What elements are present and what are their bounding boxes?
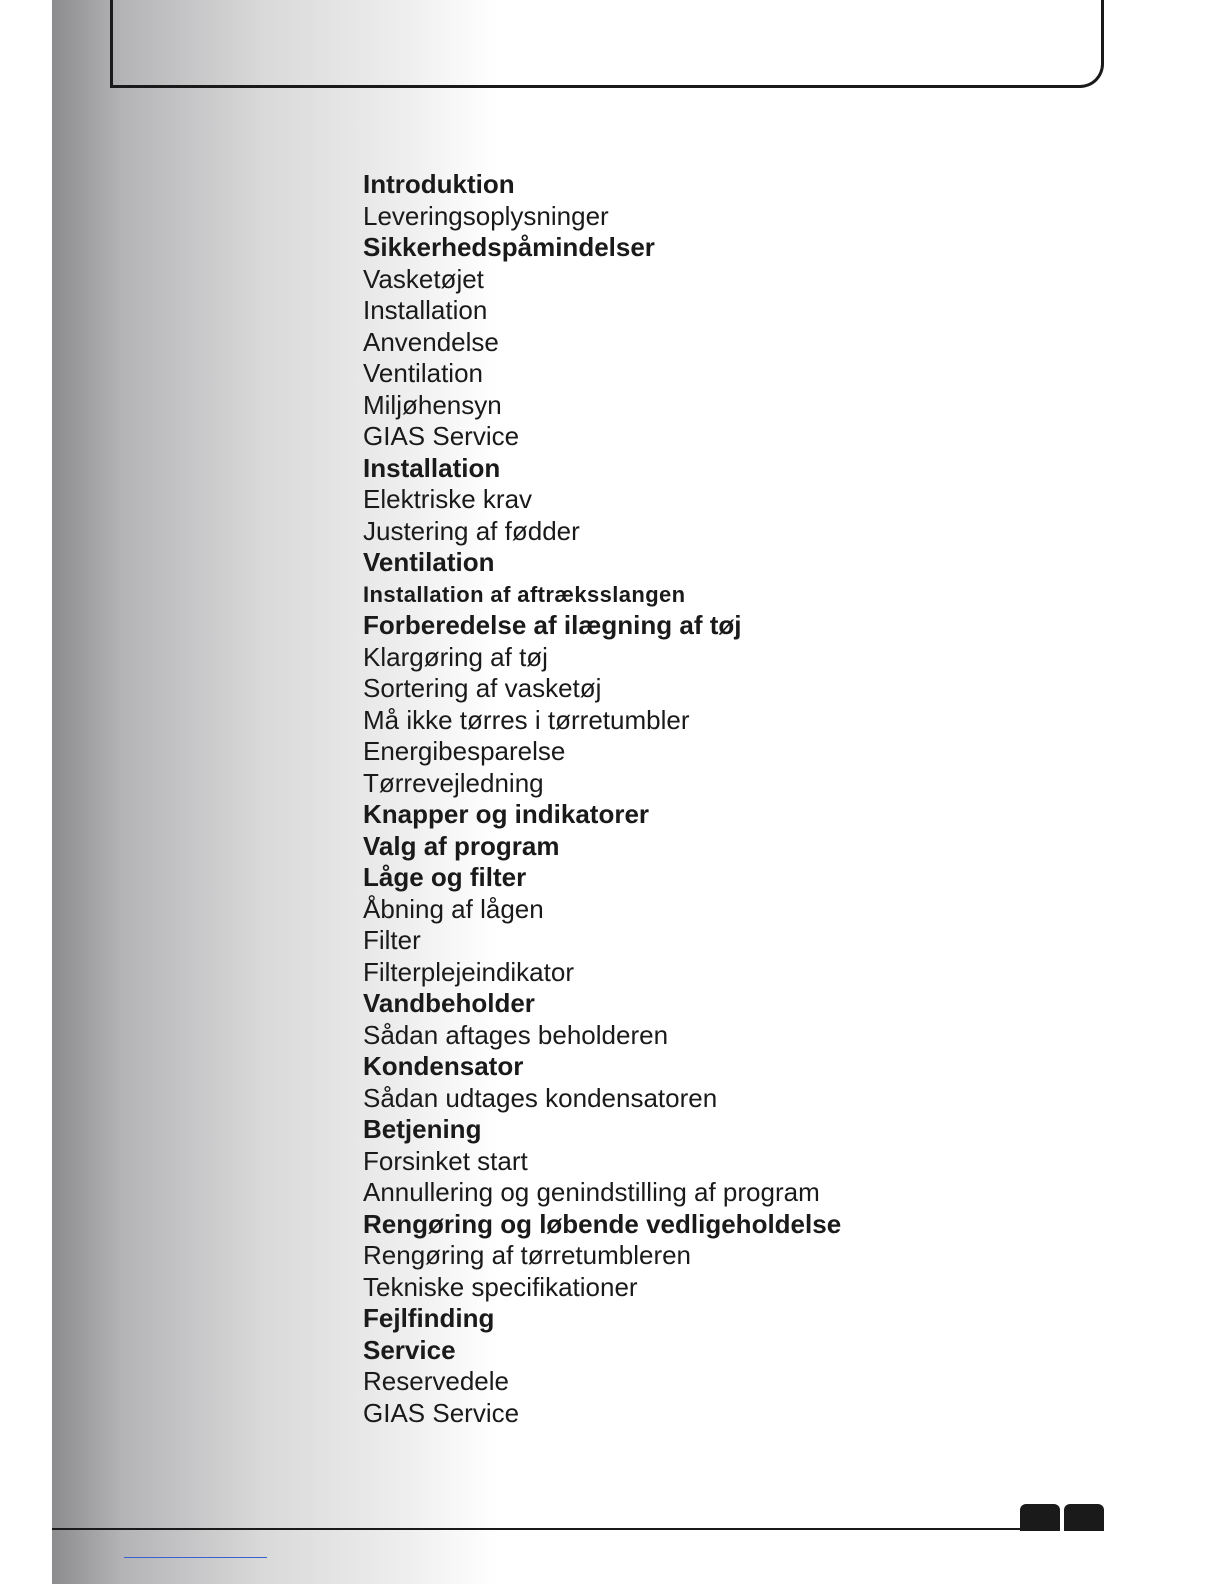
toc-heading: Introduktion bbox=[363, 169, 515, 199]
toc-heading: Rengøring og løbende vedligeholdelse bbox=[363, 1208, 842, 1239]
toc-heading: Låge og filter bbox=[363, 862, 527, 892]
toc-heading: Valg af program bbox=[363, 830, 560, 861]
toc-heading: Sikkerhedspåmindelser bbox=[363, 232, 655, 262]
toc-heading: Kondensator bbox=[363, 1051, 524, 1081]
toc-entry: Leveringsoplysninger bbox=[363, 200, 609, 231]
toc-heading: Ventilation bbox=[363, 547, 495, 577]
toc-entry: Forsinket start bbox=[363, 1145, 528, 1176]
toc-entry: Annullering og genindstilling af program bbox=[363, 1177, 820, 1207]
toc-entry: Sortering af vasketøj bbox=[363, 673, 602, 703]
toc-entry: Reservedele bbox=[363, 1366, 509, 1396]
header-frame bbox=[110, 0, 1104, 88]
toc-entry: Filterplejeindikator bbox=[363, 956, 574, 987]
toc-heading: Betjening bbox=[363, 1114, 482, 1144]
toc-entry: Vasketøjet bbox=[363, 263, 484, 294]
toc-heading: Installation af aftræksslangen bbox=[363, 581, 686, 607]
toc-entry: Miljøhensyn bbox=[363, 389, 502, 420]
toc-entry: Sådan aftages beholderen bbox=[363, 1019, 669, 1050]
toc-entry: Må ikke tørres i tørretumbler bbox=[363, 704, 690, 735]
page-number-tab-right bbox=[1064, 1504, 1104, 1531]
toc-entry: GIAS Service bbox=[363, 421, 520, 451]
toc-entry: Tekniske specifikationer bbox=[363, 1271, 638, 1302]
table-of-contents bbox=[363, 169, 1063, 1429]
toc-entry: Justering af fødder bbox=[363, 515, 580, 546]
toc-entry: Filter bbox=[363, 925, 421, 955]
footer-link-underline[interactable] bbox=[124, 1557, 267, 1558]
toc-heading: Vandbeholder bbox=[363, 988, 535, 1018]
toc-entry: Klargøring af tøj bbox=[363, 641, 548, 672]
toc-entry: Installation bbox=[363, 295, 488, 325]
toc-entry: Energibesparelse bbox=[363, 736, 566, 766]
footer-rule bbox=[52, 1528, 1024, 1530]
toc-entry: Rengøring af tørretumbleren bbox=[363, 1240, 692, 1270]
page-number-tab-left bbox=[1020, 1504, 1060, 1531]
toc-heading: Installation bbox=[363, 452, 501, 483]
toc-heading: Fejlfinding bbox=[363, 1303, 495, 1333]
toc-entry: Elektriske krav bbox=[363, 484, 533, 514]
toc-entry: Sådan udtages kondensatoren bbox=[363, 1082, 718, 1113]
toc-entry: Tørrevejledning bbox=[363, 767, 544, 798]
toc-entry: Anvendelse bbox=[363, 326, 499, 357]
toc-entry: Åbning af lågen bbox=[363, 893, 544, 924]
toc-heading: Forberedelse af ilægning af tøj bbox=[363, 610, 742, 640]
toc-entry: GIAS Service bbox=[363, 1397, 520, 1428]
toc-heading: Knapper og indikatorer bbox=[363, 799, 650, 829]
toc-entry: Ventilation bbox=[363, 358, 483, 388]
toc-heading: Service bbox=[363, 1334, 456, 1365]
